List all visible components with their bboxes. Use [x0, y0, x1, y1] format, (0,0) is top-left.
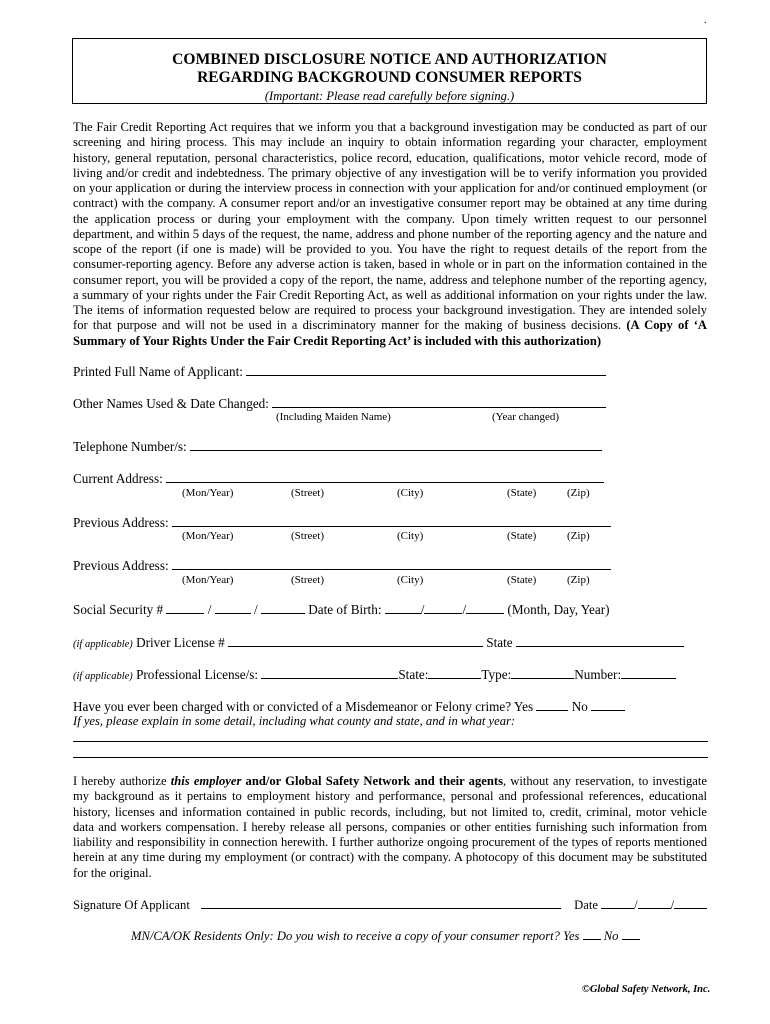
crime-yes-field[interactable] [536, 698, 568, 711]
addr2-street-hint: (Street) [291, 530, 324, 542]
signature-date-day-field[interactable] [638, 896, 671, 909]
addr2-city-hint: (City) [397, 530, 424, 542]
form-title-line2: REGARDING BACKGROUND CONSUMER REPORTS [197, 69, 582, 86]
previous-address-field-1[interactable] [172, 514, 611, 527]
mn-question: MN/CA/OK Residents Only: Do you wish to receive a copy of your consumer report? [131, 929, 560, 943]
ssn-dob-row [73, 601, 610, 618]
previous-address-row-2 [73, 557, 611, 574]
intro-paragraph [73, 120, 707, 349]
header-box [72, 38, 707, 104]
previous-address-row-1 [73, 514, 611, 531]
maiden-name-hint: (Including Maiden Name) [276, 411, 391, 423]
previous-address-field-2[interactable] [172, 557, 611, 570]
dob-hint: (Month, Day, Year) [507, 602, 610, 617]
professional-license-row [73, 666, 676, 683]
ssn-part1-field[interactable] [166, 601, 204, 614]
form-subtitle: (Important: Please read carefully before signing.) [264, 89, 515, 103]
telephone-label: Telephone Number/s: [73, 439, 187, 454]
signature-field[interactable] [201, 896, 561, 909]
form-title: COMBINED DISCLOSURE NOTICE AND AUTHORIZATION [172, 51, 607, 68]
professional-type-label: Type: [481, 667, 512, 682]
crime-explanation-line-1[interactable] [73, 741, 708, 742]
crime-no-label: No [571, 699, 588, 714]
addr2-state-hint: (State) [507, 530, 537, 542]
crime-question-row [73, 698, 625, 715]
driver-state-label: State [486, 635, 513, 650]
professional-state-label: State: [398, 667, 429, 682]
mn-yes-field[interactable] [583, 927, 601, 940]
professional-state-field[interactable] [428, 666, 481, 679]
driver-state-field[interactable] [516, 634, 684, 647]
crime-question: Have you ever been charged with or convicted of a Misdemeanor or Felony crime? [73, 699, 512, 714]
dob-label: Date of Birth: [308, 602, 382, 617]
authorization-paragraph [73, 774, 707, 881]
driver-license-row [73, 634, 684, 651]
mn-ca-ok-notice [131, 927, 640, 944]
dob-year-field[interactable] [466, 601, 504, 614]
dob-separator-2: / [462, 602, 467, 617]
addr2-zip-hint: (Zip) [567, 530, 590, 542]
signature-date-separator-2: / [670, 898, 675, 912]
addr3-city-hint: (City) [397, 574, 424, 586]
driver-license-field[interactable] [228, 634, 483, 647]
professional-number-label: Number: [574, 667, 622, 682]
addr1-monyear-hint: (Mon/Year) [182, 487, 234, 499]
current-address-field[interactable] [166, 470, 604, 483]
ssn-part3-field[interactable] [261, 601, 305, 614]
addr3-monyear-hint: (Mon/Year) [182, 574, 234, 586]
current-address-row [73, 470, 604, 487]
signature-label: Signature Of Applicant [73, 898, 190, 912]
addr1-state-hint: (State) [507, 487, 537, 499]
professional-license-label: Professional License/s: [136, 667, 259, 682]
addr1-street-hint: (Street) [291, 487, 324, 499]
professional-number-field[interactable] [621, 666, 676, 679]
auth-body: , without any reservation, to investigate my background as it pertains to employment history and performance, personal and professional references, educational history, licenses and information contained in public records, including, but not limited to, credit, criminal, motor vehicle data and workers compensation. I hereby release all persons, companies or other entities furnishing such information from liability and responsibility in connection herewith. I further authorize ongoing procurement of the types of reports mentioned herein at any time during my employment (or contract) with the company. A photocopy of this document may be substituted for the original. [73, 774, 707, 880]
telephone-row [73, 438, 602, 455]
addr2-monyear-hint: (Mon/Year) [182, 530, 234, 542]
crime-explanation-line-2[interactable] [73, 757, 708, 758]
signature-date-label: Date [574, 898, 598, 912]
addr3-zip-hint: (Zip) [567, 574, 590, 586]
other-names-row [73, 395, 606, 412]
crime-no-field[interactable] [591, 698, 625, 711]
signature-date-month-field[interactable] [601, 896, 634, 909]
professional-type-field[interactable] [511, 666, 574, 679]
mn-no-field[interactable] [622, 927, 640, 940]
ssn-label: Social Security # [73, 602, 164, 617]
dob-month-field[interactable] [385, 601, 421, 614]
crime-yes-label: Yes [513, 699, 534, 714]
signature-row [73, 896, 707, 913]
driver-if-applicable: (if applicable) [73, 639, 133, 650]
signature-date-year-field[interactable] [674, 896, 707, 909]
telephone-field[interactable] [190, 438, 602, 451]
previous-address-label-1: Previous Address: [73, 515, 169, 530]
page-marker: . [704, 14, 707, 26]
addr1-zip-hint: (Zip) [567, 487, 590, 499]
driver-license-label: Driver License # [136, 635, 225, 650]
rights-summary-note: (A Copy of ‘A Summary of Your Rights Under the Fair Credit Reporting Act’ is included with this authorization) [73, 318, 707, 348]
signature-date-separator-1: / [634, 898, 638, 912]
ssn-part2-field[interactable] [215, 601, 251, 614]
printed-name-label: Printed Full Name of Applicant: [73, 364, 243, 379]
dob-separator-1: / [420, 602, 425, 617]
auth-agents: and/or Global Safety Network and their agents [241, 774, 503, 788]
addr3-street-hint: (Street) [291, 574, 324, 586]
printed-name-row [73, 363, 606, 380]
professional-license-field[interactable] [261, 666, 398, 679]
current-address-label: Current Address: [73, 471, 163, 486]
professional-if-applicable: (if applicable) [73, 671, 133, 682]
other-names-label: Other Names Used & Date Changed: [73, 396, 269, 411]
previous-address-label-2: Previous Address: [73, 558, 169, 573]
other-names-field[interactable] [272, 395, 606, 408]
ssn-separator-2: / [253, 602, 258, 617]
ssn-separator-1: / [207, 602, 212, 617]
addr1-city-hint: (City) [397, 487, 424, 499]
dob-day-field[interactable] [424, 601, 462, 614]
year-changed-hint: (Year changed) [492, 411, 559, 423]
intro-text: The Fair Credit Reporting Act requires that we inform you that a background investigation may be conducted as part of our screening and hiring process. This may include an inquiry to obtain information regarding your character, employment history, general reputation, personal characteristics, police record, education, qualifications, motor vehicle record, mode of living and/or credit and indebtedness. The primary objective of any investigation will be to verify information you provided on your application or during the interview process in connection with your application for and/or continued employment (or contract) with the company. A consumer report and/or an investigative consumer report may be obtained at any time during the application process or during your employment with the company. Upon timely written request to our personnel department, and within 5 days of the request, the name, address and phone number of the reporting agency and the nature and scope of the report (if one is made) will be provided to you. You have the right to request details of the report from the consumer-reporting agency. Before any adverse action is taken, based in whole or in part on the information contained in the consumer report, you will be provided a copy of the report, the name, address and telephone number of the reporting agency, a summary of your rights under the Fair Credit Reporting Act, as well as additional information on your rights under the law. The items of information requested below are required to process your background investigation. They are intended solely for that purpose and will not be used in a discriminatory manner for the making of business decisions. [73, 120, 707, 333]
mn-no-label: No [603, 929, 619, 943]
addr3-state-hint: (State) [507, 574, 537, 586]
printed-name-field[interactable] [246, 363, 606, 376]
mn-yes-label: Yes [563, 929, 580, 943]
auth-prefix: I hereby authorize [73, 774, 171, 788]
copyright: ©Global Safety Network, Inc. [582, 984, 711, 995]
auth-this-employer: this employer [170, 774, 242, 788]
crime-explain-prompt: If yes, please explain in some detail, including what county and state, and in what year: [73, 714, 516, 728]
